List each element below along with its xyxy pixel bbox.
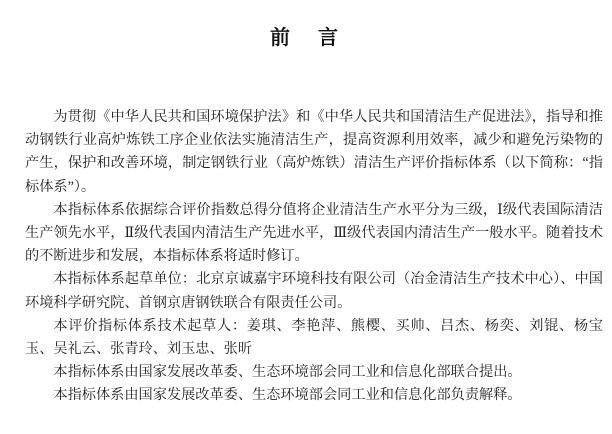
page-title: 前 言 (270, 27, 342, 49)
document-body (25, 106, 603, 408)
paragraph: 本指标体系由国家发展改革委、生态环境部会同工业和信息化部联合提出。 (53, 364, 522, 381)
paragraph: 本指标体系起草单位：北京京诚嘉宇环境科技有限公司（冶金清洁生产技术中心）、中国环境科学研究院、首钢京唐钢铁联合有限责任公司。 (25, 271, 603, 311)
paragraph: 本指标体系由国家发展改革委、生态环境部会同工业和信息化部负责解释。 (53, 387, 522, 404)
paragraph: 本指标体系依据综合评价指数总得分值将企业清洁生产水平分为三级，Ⅰ级代表国际清洁生产领先水平，Ⅱ级代表国内清洁生产先进水平，Ⅲ级代表国内清洁生产一般水平。随着技术的不断进步和发展，本指标体系将适时修订。 (25, 201, 603, 265)
paragraph: 本评价指标体系技术起草人：姜琪、李艳萍、熊樱、买帅、吕杰、杨奕、刘锟、杨宝玉、吴礼云、张青玲、刘玉忠、张昕 (25, 317, 603, 358)
paragraph: 为贯彻《中华人民共和国环境保护法》和《中华人民共和国清洁生产促进法》，指导和推动钢铁行业高炉炼铁工序企业依法实施清洁生产，提高资源利用效率，减少和避免污染物的产生，保护和改善环境，制定钢铁行业（高炉炼铁）清洁生产评价指标体系（以下简称：“指标体系”）。 (25, 109, 603, 195)
